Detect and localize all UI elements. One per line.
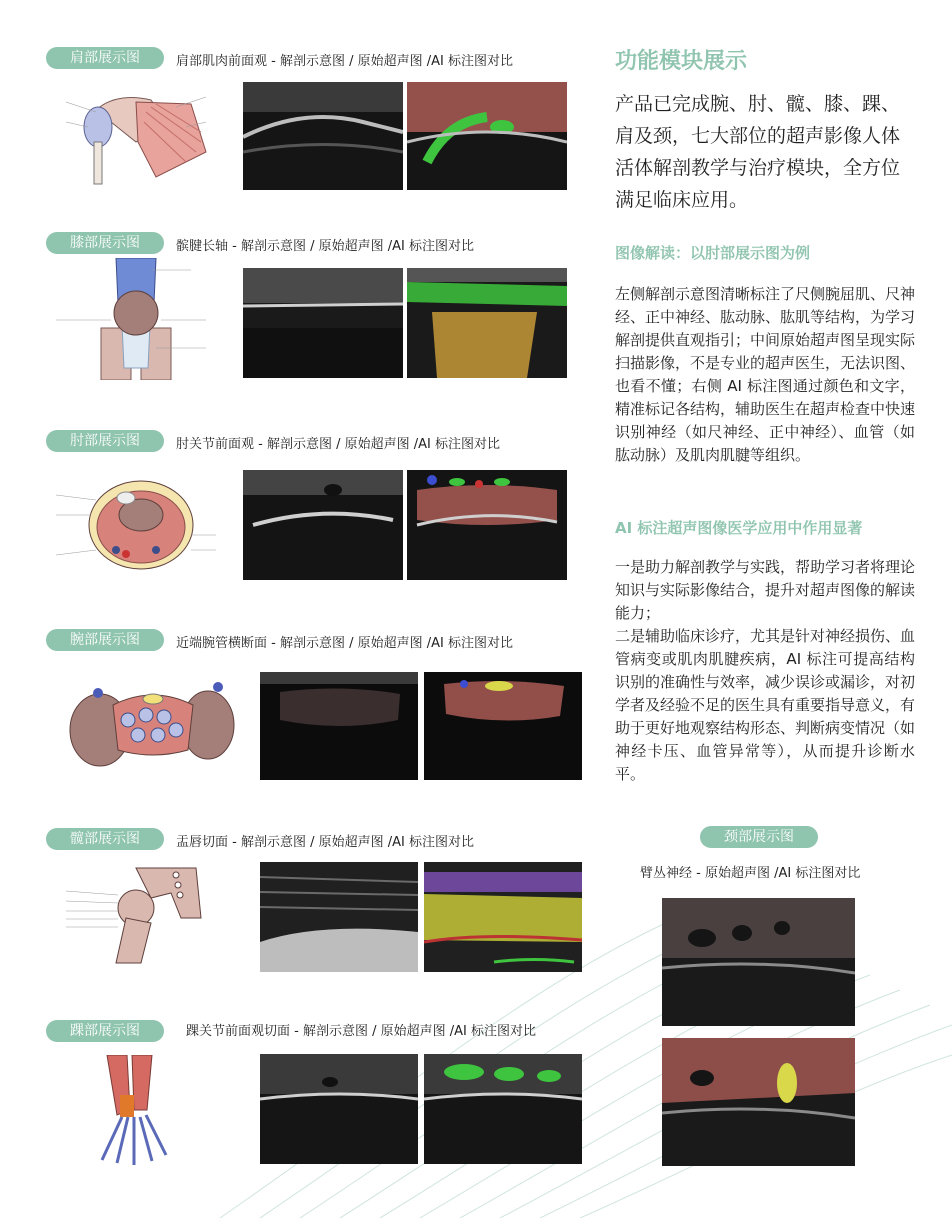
hip-anatomy-diagram: [56, 863, 226, 969]
wrist-original-ultrasound: [260, 672, 418, 780]
knee-ai-annotated-ultrasound: [407, 268, 567, 378]
hip-ai-annotated-ultrasound: [424, 862, 582, 972]
wrist-anatomy-diagram: [68, 675, 238, 777]
paragraph-ai-role-part2: 二是辅助临床诊疗，尤其是针对神经损伤、血管病变或肌肉肌腱疾病，AI 标注可提高结构识别的准确性与效率，减少误诊或漏诊，对初学者及经验不足的医生具有重要指导意义，有助于更好地观察结构形态、判断病变情况（如神经卡压、血管异常等），从而提升诊断水平。: [615, 627, 916, 783]
section-caption-wrist: 近端腕管横断面 - 解剖示意图 / 原始超声图 /AI 标注图对比: [176, 636, 513, 651]
section-caption-neck: 臂丛神经 - 原始超声图 /AI 标注图对比: [640, 866, 861, 881]
paragraph-image-interpretation: 左侧解剖示意图清晰标注了尺侧腕屈肌、尺神经、正中神经、肱动脉、肱肌等结构，为学习解剖提供直观指引；中间原始超声图呈现实际扫描影像，不是专业的超声医生，无法识图、也看不懂；右侧 AI 标注图通过颜色和文字，精准标记各结构，辅助医生在超声检查中快速识别神经（如尺神经、正中神经）、血管（如肱动脉）及肌肉肌腱等组织。: [615, 285, 916, 464]
paragraph-ai-role-part1: 一是助力解剖教学与实践，帮助学习者将理论知识与实际影像结合，提升对超声图像的解读能力；: [615, 558, 916, 622]
neck-ai-annotated-ultrasound: [662, 1038, 855, 1166]
section-tag-wrist: 腕部展示图: [46, 629, 164, 651]
neck-original-ultrasound: [662, 898, 855, 1026]
shoulder-anatomy-diagram: [56, 82, 224, 190]
wrist-ai-annotated-ultrasound: [424, 672, 582, 780]
section-tag-neck: 颈部展示图: [700, 826, 818, 848]
page-title: 功能模块展示: [615, 49, 748, 74]
ankle-original-ultrasound: [260, 1054, 418, 1164]
shoulder-original-ultrasound: [243, 82, 403, 190]
knee-anatomy-diagram: [56, 258, 224, 380]
section-caption-knee: 髌腱长轴 - 解剖示意图 / 原始超声图 /AI 标注图对比: [176, 239, 474, 254]
section-tag-elbow: 肘部展示图: [46, 430, 164, 452]
section-tag-ankle: 踝部展示图: [46, 1020, 164, 1042]
subheading-image-interpretation: 图像解读：以肘部展示图为例: [615, 244, 811, 262]
section-caption-shoulder: 肩部肌肉前面观 - 解剖示意图 / 原始超声图 /AI 标注图对比: [176, 54, 513, 69]
ankle-anatomy-diagram: [92, 1055, 172, 1167]
elbow-ai-annotated-ultrasound: [407, 470, 567, 580]
intro-paragraph: 产品已完成腕、肘、髋、膝、踝、肩及颈，七大部位的超声影像人体活体解剖教学与治疗模块，全方位满足临床应用。: [615, 93, 901, 211]
section-caption-elbow: 肘关节前面观 - 解剖示意图 / 原始超声图 /AI 标注图对比: [176, 437, 500, 452]
hip-original-ultrasound: [260, 862, 418, 972]
elbow-anatomy-diagram: [56, 470, 224, 582]
section-tag-hip: 髋部展示图: [46, 828, 164, 850]
elbow-original-ultrasound: [243, 470, 403, 580]
ankle-ai-annotated-ultrasound: [424, 1054, 582, 1164]
subheading-ai-role: AI 标注超声图像医学应用中作用显著: [615, 519, 863, 537]
section-caption-ankle: 踝关节前面观切面 - 解剖示意图 / 原始超声图 /AI 标注图对比: [186, 1024, 536, 1039]
shoulder-ai-annotated-ultrasound: [407, 82, 567, 190]
knee-original-ultrasound: [243, 268, 403, 378]
section-tag-knee: 膝部展示图: [46, 232, 164, 254]
section-tag-shoulder: 肩部展示图: [46, 47, 164, 69]
section-caption-hip: 盂唇切面 - 解剖示意图 / 原始超声图 /AI 标注图对比: [176, 835, 474, 850]
